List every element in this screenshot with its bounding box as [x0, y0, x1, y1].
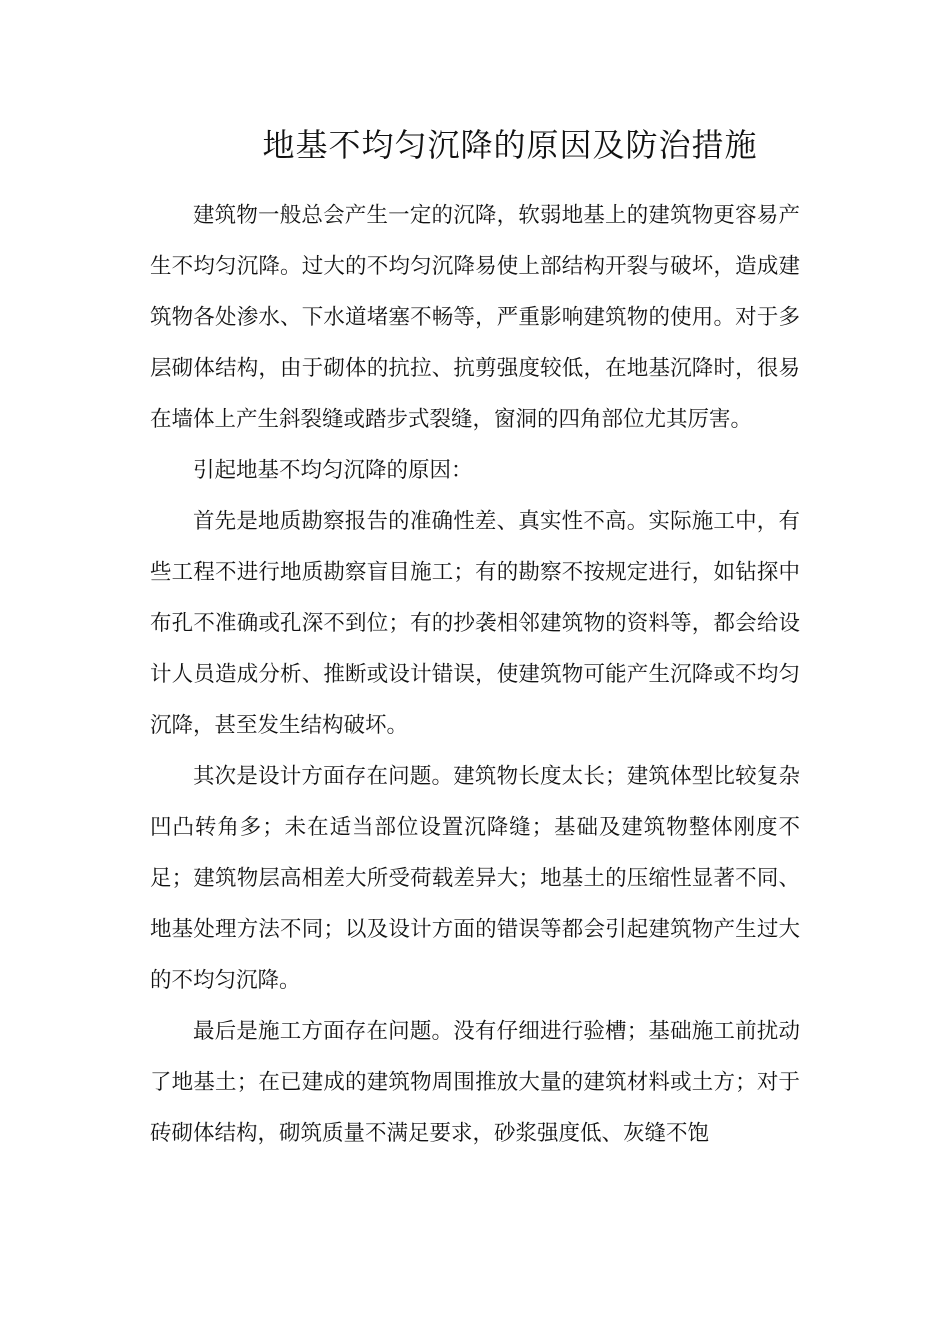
paragraph-intro: 建筑物一般总会产生一定的沉降，软弱地基上的建筑物更容易产生不均匀沉降。过大的不均匀沉降易使上部结构开裂与破坏，造成建筑物各处渗水、下水道堵塞不畅等，严重影响建筑物的使用。对于多层砌体结构，由于砌体的抗拉、抗剪强度较低，在地基沉降时，很易在墙体上产生斜裂缝或踏步式裂缝，窗洞的四角部位尤其厉害。: [150, 203, 800, 432]
document-title: 地基不均匀沉降的原因及防治措施: [262, 126, 758, 164]
paragraph-causes-heading: 引起地基不均匀沉降的原因：: [193, 458, 473, 483]
paragraph-cause-design: 其次是设计方面存在问题。建筑物长度太长；建筑体型比较复杂凹凸转角多；未在适当部位设置沉降缝；基础及建筑物整体刚度不足；建筑物层高相差大所受荷载差异大；地基土的压缩性显著不同、地基处理方法不同；以及设计方面的错误等都会引起建筑物产生过大的不均匀沉降。: [150, 764, 800, 993]
paragraph-cause-geology: 首先是地质勘察报告的准确性差、真实性不高。实际施工中，有些工程不进行地质勘察盲目施工；有的勘察不按规定进行，如钻探中布孔不准确或孔深不到位；有的抄袭相邻建筑物的资料等，都会给设计人员造成分析、推断或设计错误，使建筑物可能产生沉降或不均匀沉降，甚至发生结构破坏。: [150, 509, 800, 738]
document-body: [150, 190, 800, 1159]
paragraph-cause-construction: 最后是施工方面存在问题。没有仔细进行验槽；基础施工前扰动了地基土；在已建成的建筑物周围推放大量的建筑材料或土方；对于砖砌体结构，砌筑质量不满足要求，砂浆强度低、灰缝不饱: [150, 1019, 800, 1146]
